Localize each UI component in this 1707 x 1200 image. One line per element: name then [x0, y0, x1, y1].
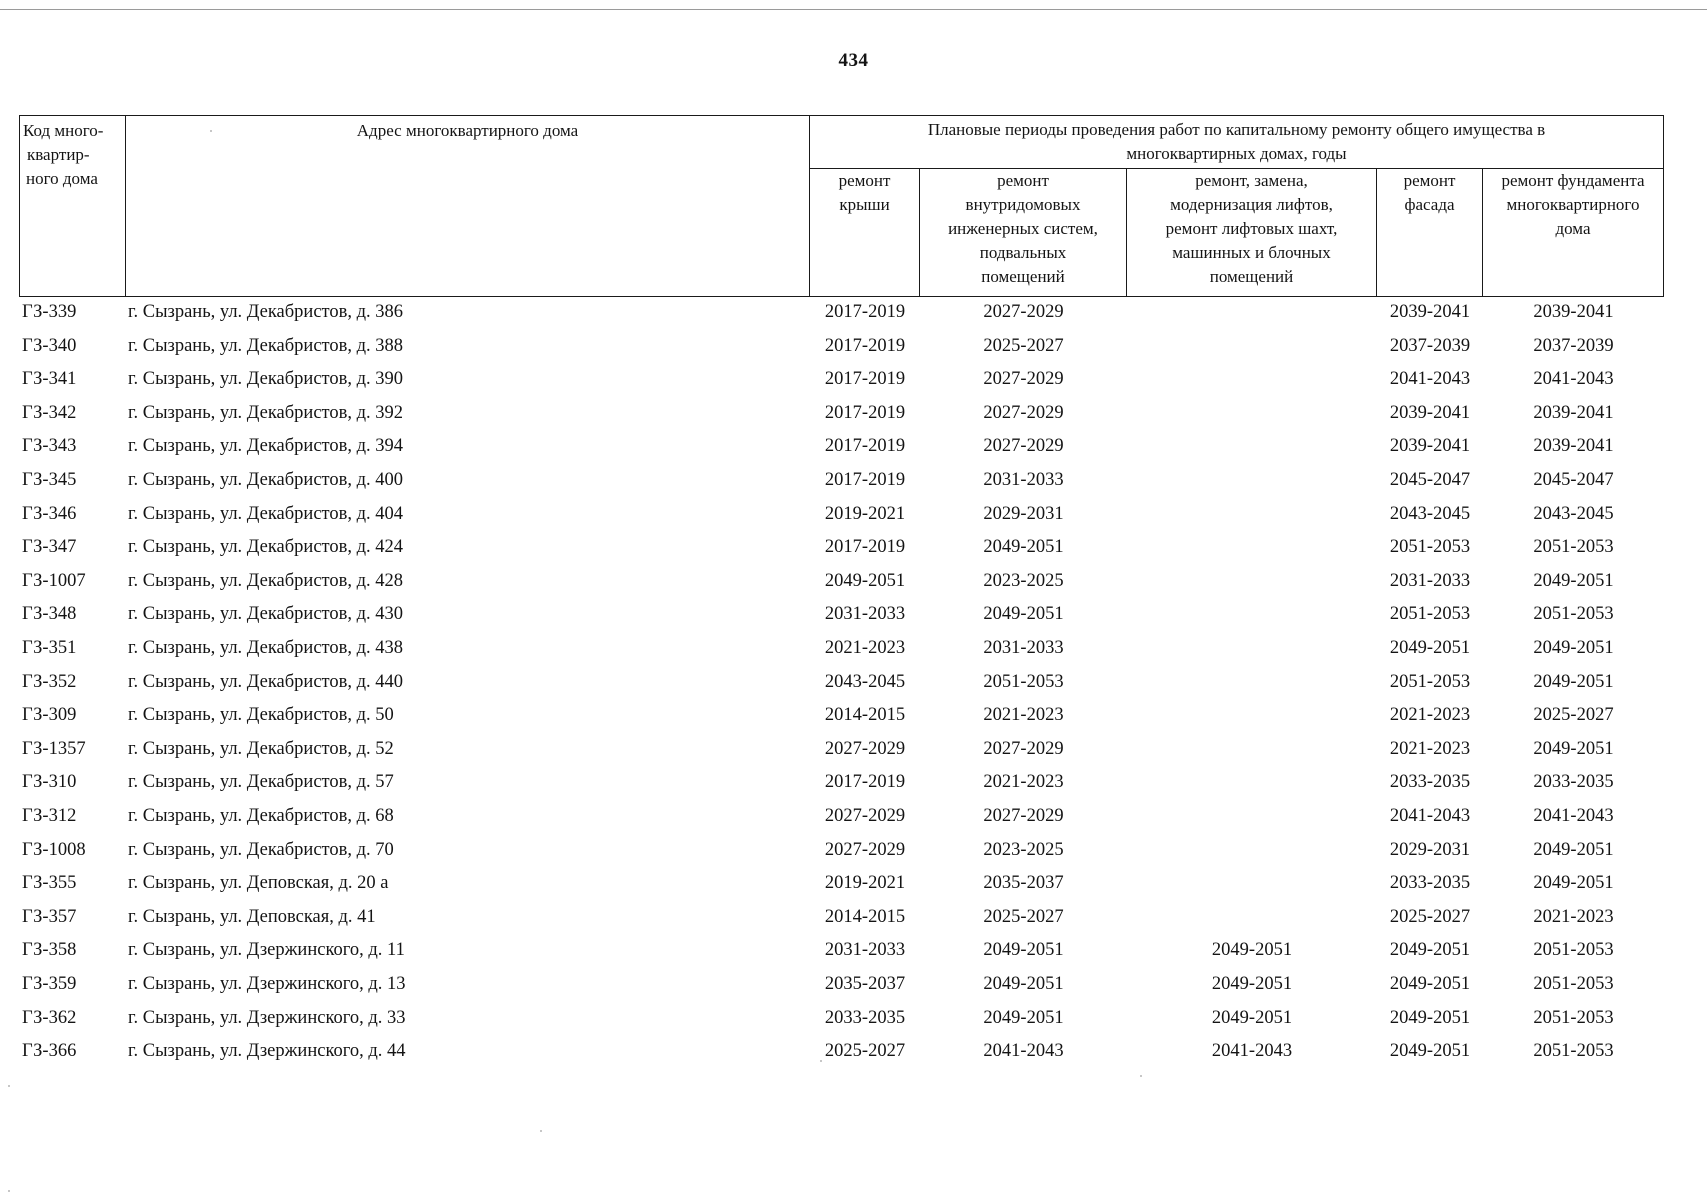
- header-code: [23, 119, 103, 191]
- cell-address: г. Сызрань, ул. Декабристов, д. 386: [128, 302, 404, 322]
- cell-foundation: 2051-2053: [1533, 940, 1614, 961]
- table-row: [0, 564, 1707, 598]
- cell-engineering: 2027-2029: [983, 402, 1064, 423]
- cell-code: ГЗ-341: [22, 369, 77, 390]
- cell-code: ГЗ-352: [22, 671, 77, 692]
- cell-address: г. Сызрань, ул. Декабристов, д. 390: [128, 369, 404, 390]
- cell-foundation: 2049-2051: [1533, 873, 1614, 894]
- table-row: [0, 665, 1707, 699]
- table-row: [0, 362, 1707, 396]
- cell-lifts: 2041-2043: [1211, 1041, 1293, 1062]
- table-row: [0, 597, 1707, 631]
- header-lifts-line: ремонт лифтовых шахт,: [1165, 219, 1338, 238]
- cell-facade: 2049-2051: [1389, 974, 1471, 994]
- cell-foundation: 2049-2051: [1533, 671, 1614, 692]
- cell-facade: 2025-2027: [1389, 906, 1471, 927]
- header-foundation-line: дома: [1555, 219, 1591, 238]
- cell-roof: 2031-2033: [824, 940, 906, 961]
- cell-facade: 2021-2023: [1389, 738, 1471, 759]
- cell-facade: 2045-2047: [1389, 470, 1471, 490]
- page-number: 434: [838, 50, 869, 71]
- cell-lifts: 2049-2051: [1211, 1007, 1293, 1028]
- header-lifts-line: ремонт, замена,: [1195, 171, 1308, 190]
- cell-code: ГЗ-366: [22, 1041, 77, 1062]
- cell-address: г. Сызрань, ул. Декабристов, д. 430: [128, 604, 404, 625]
- cell-facade: 2031-2033: [1389, 570, 1471, 591]
- header-address: Адрес многоквартирного дома: [356, 121, 579, 140]
- cell-address: г. Сызрань, ул. Декабристов, д. 428: [128, 570, 404, 591]
- cell-engineering: 2041-2043: [983, 1041, 1064, 1062]
- table-row: [0, 765, 1707, 799]
- table-row: [0, 295, 1707, 329]
- cell-foundation: 2051-2053: [1533, 974, 1614, 994]
- cell-engineering: 2027-2029: [983, 369, 1064, 390]
- header-engineering-line: ремонт: [997, 171, 1049, 190]
- header-roof: [810, 169, 919, 217]
- cell-address: г. Сызрань, ул. Декабристов, д. 52: [128, 738, 394, 759]
- cell-facade: 2039-2041: [1389, 402, 1471, 423]
- cell-roof: 2017-2019: [824, 302, 906, 322]
- table-row: [0, 329, 1707, 363]
- table-row: [0, 967, 1707, 1001]
- scan-speck: [8, 1190, 10, 1192]
- cell-facade: 2049-2051: [1389, 1041, 1471, 1062]
- cell-engineering: 2021-2023: [983, 772, 1064, 793]
- cell-facade: 2039-2041: [1389, 436, 1471, 457]
- cell-address: г. Сызрань, ул. Декабристов, д. 68: [128, 806, 394, 826]
- cell-foundation: 2051-2053: [1533, 604, 1614, 625]
- header-divider: [125, 116, 126, 296]
- cell-facade: 2041-2043: [1389, 806, 1471, 826]
- cell-engineering: 2023-2025: [983, 839, 1064, 860]
- cell-engineering: 2027-2029: [983, 806, 1064, 826]
- cell-engineering: 2031-2033: [983, 470, 1064, 490]
- cell-facade: 2033-2035: [1389, 772, 1471, 793]
- header-roof-line: крыши: [839, 195, 890, 214]
- header-foundation: [1483, 169, 1663, 241]
- table-header: [19, 115, 1664, 297]
- cell-address: г. Сызрань, ул. Декабристов, д. 404: [128, 503, 404, 524]
- header-roof-line: ремонт: [838, 171, 891, 190]
- cell-address: г. Сызрань, ул. Декабристов, д. 424: [128, 537, 404, 558]
- cell-facade: 2039-2041: [1389, 302, 1471, 322]
- cell-address: г. Сызрань, ул. Декабристов, д. 50: [128, 705, 394, 726]
- cell-facade: 2051-2053: [1389, 604, 1471, 625]
- cell-address: г. Сызрань, ул. Декабристов, д. 438: [128, 638, 404, 658]
- table-row: [0, 631, 1707, 665]
- cell-foundation: 2033-2035: [1533, 772, 1614, 793]
- header-lifts-line: модернизация лифтов,: [1170, 195, 1333, 214]
- scan-speck: [1140, 1075, 1142, 1077]
- cell-facade: 2051-2053: [1389, 671, 1471, 692]
- cell-roof: 2035-2037: [824, 974, 906, 994]
- cell-roof: 2049-2051: [824, 570, 906, 591]
- header-foundation-line: ремонт фундамента: [1501, 171, 1645, 190]
- table-row: [0, 1001, 1707, 1035]
- table-row: [0, 530, 1707, 564]
- cell-roof: 2014-2015: [824, 906, 906, 927]
- cell-roof: 2027-2029: [824, 738, 906, 759]
- cell-facade: 2037-2039: [1389, 335, 1471, 356]
- header-engineering-line: помещений: [981, 267, 1065, 286]
- cell-facade: 2049-2051: [1389, 1007, 1471, 1028]
- cell-roof: 2017-2019: [824, 369, 906, 390]
- header-lifts-line: помещений: [1209, 267, 1294, 286]
- table-row: [0, 1034, 1707, 1068]
- cell-code: ГЗ-342: [22, 402, 77, 423]
- cell-roof: 2025-2027: [824, 1041, 906, 1062]
- cell-roof: 2019-2021: [824, 873, 906, 894]
- cell-address: г. Сызрань, ул. Дзержинского, д. 33: [128, 1007, 406, 1028]
- cell-facade: 2021-2023: [1389, 705, 1471, 726]
- cell-facade: 2049-2051: [1389, 940, 1471, 961]
- scan-speck: [210, 130, 212, 132]
- cell-facade: 2041-2043: [1389, 369, 1471, 390]
- cell-code: ГЗ-358: [22, 940, 77, 961]
- header-periods-title: [810, 118, 1663, 166]
- cell-address: г. Сызрань, ул. Декабристов, д. 400: [128, 470, 404, 490]
- cell-foundation: 2039-2041: [1533, 302, 1614, 322]
- cell-code: ГЗ-1357: [22, 738, 86, 759]
- cell-code: ГЗ-355: [22, 873, 77, 894]
- cell-code: ГЗ-347: [22, 537, 77, 558]
- cell-engineering: 2027-2029: [983, 738, 1064, 759]
- scan-speck: [540, 1130, 542, 1132]
- cell-address: г. Сызрань, ул. Декабристов, д. 394: [128, 436, 404, 457]
- cell-address: г. Сызрань, ул. Деповская, д. 20 а: [128, 873, 389, 894]
- cell-address: г. Сызрань, ул. Дзержинского, д. 13: [128, 974, 406, 994]
- header-lifts-line: машинных и блочных: [1172, 243, 1331, 262]
- cell-roof: 2017-2019: [824, 402, 906, 423]
- cell-address: г. Сызрань, ул. Декабристов, д. 440: [128, 671, 404, 692]
- cell-foundation: 2039-2041: [1533, 436, 1614, 457]
- header-lifts: [1127, 169, 1376, 289]
- cell-foundation: 2025-2027: [1533, 705, 1614, 726]
- cell-roof: 2033-2035: [824, 1007, 906, 1028]
- cell-code: ГЗ-312: [22, 806, 77, 826]
- cell-foundation: 2043-2045: [1533, 503, 1614, 524]
- cell-roof: 2017-2019: [824, 537, 906, 558]
- cell-code: ГЗ-1007: [22, 570, 86, 591]
- cell-foundation: 2051-2053: [1533, 537, 1614, 558]
- header-facade-line: фасада: [1404, 195, 1455, 214]
- table-row: [0, 698, 1707, 732]
- cell-engineering: 2029-2031: [983, 503, 1064, 524]
- table-row: [0, 429, 1707, 463]
- header-code-line: квартир-: [27, 145, 90, 164]
- cell-code: ГЗ-348: [22, 604, 77, 625]
- table-row: [0, 463, 1707, 497]
- cell-code: ГЗ-362: [22, 1007, 77, 1028]
- cell-code: ГЗ-359: [22, 974, 77, 994]
- cell-foundation: 2041-2043: [1533, 806, 1614, 826]
- table-row: [0, 833, 1707, 867]
- header-code-line: ного дома: [26, 169, 98, 188]
- header-engineering-line: подвальных: [979, 243, 1067, 262]
- cell-address: г. Сызрань, ул. Деповская, д. 41: [128, 906, 376, 927]
- cell-foundation: 2049-2051: [1533, 738, 1614, 759]
- cell-code: ГЗ-340: [22, 335, 77, 356]
- cell-code: ГЗ-346: [22, 503, 77, 524]
- cell-roof: 2031-2033: [824, 604, 906, 625]
- cell-foundation: 2041-2043: [1533, 369, 1614, 390]
- cell-roof: 2017-2019: [824, 335, 906, 356]
- cell-roof: 2027-2029: [824, 806, 906, 826]
- cell-facade: 2049-2051: [1389, 638, 1471, 658]
- cell-address: г. Сызрань, ул. Декабристов, д. 57: [128, 772, 394, 793]
- header-periods-line: Плановые периоды проведения работ по капитальному ремонту общего имущества в: [927, 120, 1546, 139]
- table-row: [0, 900, 1707, 934]
- cell-code: ГЗ-309: [22, 705, 77, 726]
- cell-engineering: 2025-2027: [983, 335, 1064, 356]
- cell-code: ГЗ-351: [22, 638, 77, 658]
- cell-roof: 2017-2019: [824, 436, 906, 457]
- cell-foundation: 2051-2053: [1533, 1007, 1614, 1028]
- cell-code: ГЗ-345: [22, 470, 77, 490]
- cell-foundation: 2051-2053: [1533, 1041, 1614, 1062]
- table-row: [0, 866, 1707, 900]
- header-foundation-line: многоквартирного: [1506, 195, 1640, 214]
- cell-facade: 2051-2053: [1389, 537, 1471, 558]
- cell-foundation: 2037-2039: [1533, 335, 1614, 356]
- cell-engineering: 2025-2027: [983, 906, 1064, 927]
- cell-address: г. Сызрань, ул. Дзержинского, д. 44: [128, 1041, 406, 1062]
- cell-roof: 2017-2019: [824, 772, 906, 793]
- cell-engineering: 2023-2025: [983, 570, 1064, 591]
- cell-code: ГЗ-1008: [22, 839, 86, 860]
- header-facade: [1377, 169, 1482, 217]
- header-code-line: Код много-: [23, 121, 104, 140]
- cell-engineering: 2049-2051: [983, 537, 1064, 558]
- cell-foundation: 2049-2051: [1533, 570, 1614, 591]
- cell-code: ГЗ-357: [22, 906, 77, 927]
- header-periods-line: многоквартирных домах, годы: [1126, 144, 1347, 163]
- cell-engineering: 2031-2033: [983, 638, 1064, 658]
- table-row: [0, 799, 1707, 833]
- cell-engineering: 2021-2023: [983, 705, 1064, 726]
- cell-foundation: 2039-2041: [1533, 402, 1614, 423]
- cell-address: г. Сызрань, ул. Декабристов, д. 70: [128, 839, 394, 860]
- cell-lifts: 2049-2051: [1211, 974, 1293, 994]
- cell-foundation: 2049-2051: [1533, 839, 1614, 860]
- table-row: [0, 497, 1707, 531]
- cell-roof: 2027-2029: [824, 839, 906, 860]
- header-facade-line: ремонт: [1403, 171, 1456, 190]
- cell-foundation: 2045-2047: [1533, 470, 1614, 490]
- cell-engineering: 2049-2051: [983, 940, 1064, 961]
- cell-roof: 2019-2021: [824, 503, 906, 524]
- cell-code: ГЗ-339: [22, 302, 77, 322]
- cell-engineering: 2049-2051: [983, 1007, 1064, 1028]
- cell-lifts: 2049-2051: [1211, 940, 1293, 961]
- table-row: [0, 396, 1707, 430]
- cell-facade: 2033-2035: [1389, 873, 1471, 894]
- cell-code: ГЗ-310: [22, 772, 77, 793]
- table-row: [0, 732, 1707, 766]
- cell-address: г. Сызрань, ул. Дзержинского, д. 11: [128, 940, 405, 961]
- cell-engineering: 2035-2037: [983, 873, 1064, 894]
- header-engineering-line: инженерных систем,: [948, 219, 1098, 238]
- cell-engineering: 2051-2053: [983, 671, 1064, 692]
- cell-address: г. Сызрань, ул. Декабристов, д. 392: [128, 402, 404, 423]
- cell-roof: 2043-2045: [824, 671, 906, 692]
- cell-foundation: 2021-2023: [1533, 906, 1614, 927]
- scan-speck: [8, 1085, 10, 1087]
- cell-engineering: 2049-2051: [983, 974, 1064, 994]
- scan-border-line: [0, 9, 1707, 10]
- scan-speck: [820, 1060, 822, 1062]
- header-engineering: [920, 169, 1126, 289]
- table-row: [0, 933, 1707, 967]
- cell-roof: 2021-2023: [824, 638, 906, 658]
- cell-address: г. Сызрань, ул. Декабристов, д. 388: [128, 335, 404, 356]
- cell-facade: 2029-2031: [1389, 839, 1471, 860]
- cell-facade: 2043-2045: [1389, 503, 1471, 524]
- cell-roof: 2014-2015: [824, 705, 906, 726]
- header-engineering-line: внутридомовых: [965, 195, 1081, 214]
- cell-engineering: 2049-2051: [983, 604, 1064, 625]
- cell-roof: 2017-2019: [824, 470, 906, 490]
- cell-foundation: 2049-2051: [1533, 638, 1614, 658]
- cell-code: ГЗ-343: [22, 436, 77, 457]
- cell-engineering: 2027-2029: [983, 302, 1064, 322]
- cell-engineering: 2027-2029: [983, 436, 1064, 457]
